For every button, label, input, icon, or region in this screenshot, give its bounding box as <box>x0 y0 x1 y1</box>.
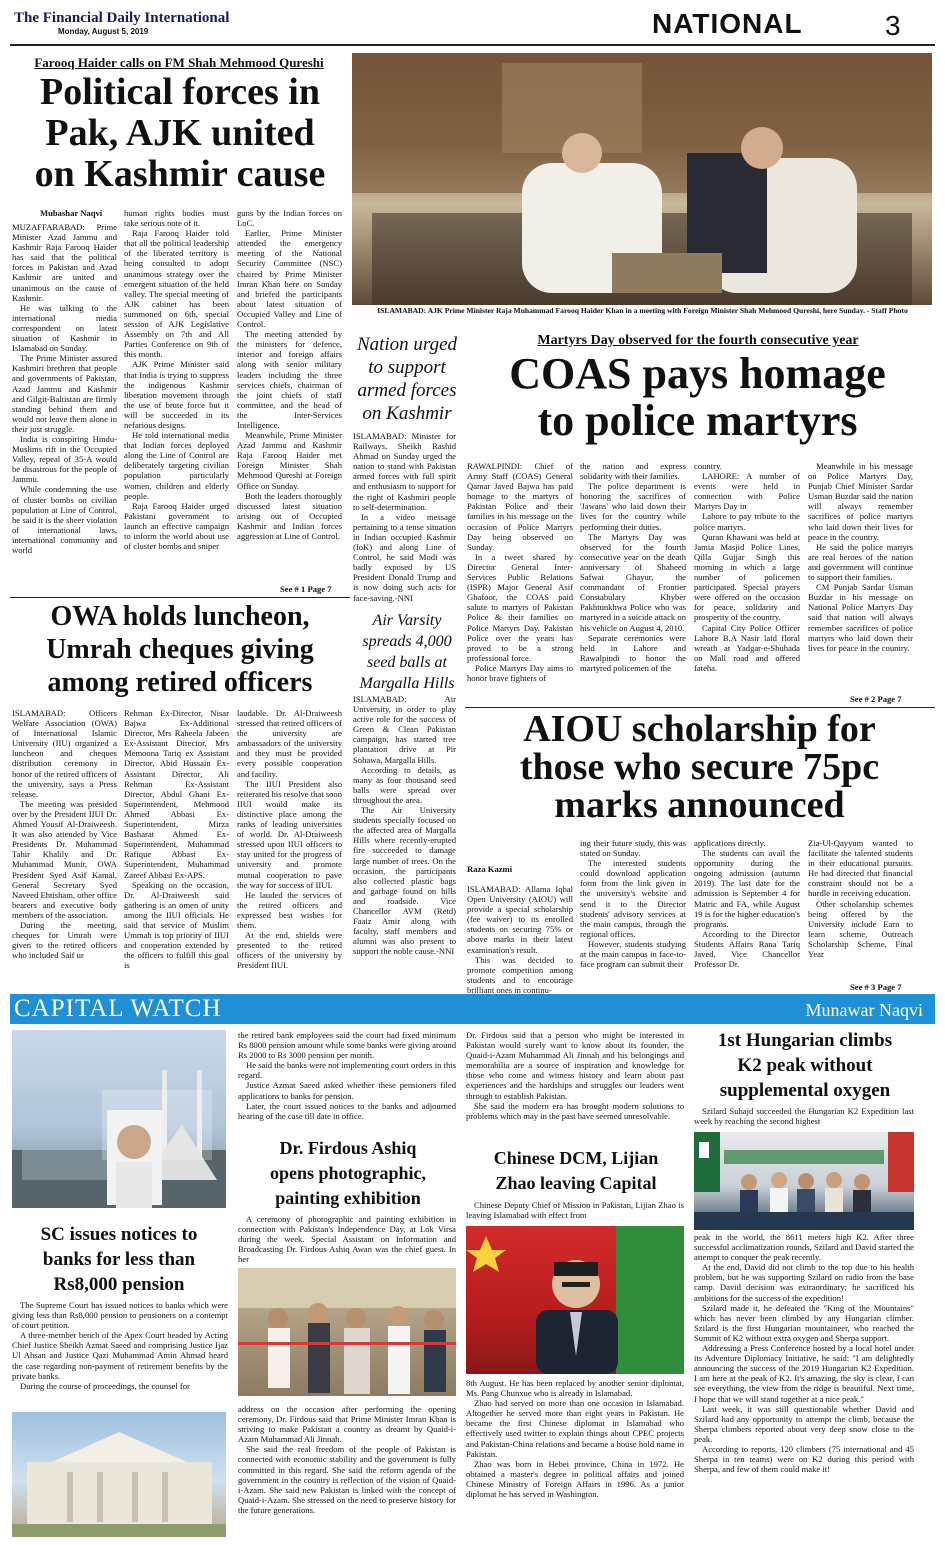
paragraph: The Supreme Court has issued notices to banks which were giving less than Rs8,000 pension to pensioners on a contempt of court petition. <box>12 1300 228 1331</box>
story7-headline-line: Rs8,000 pension <box>53 1274 185 1295</box>
paragraph: He said the banks were not implementing court orders in this regard. <box>238 1060 456 1081</box>
paragraph: He was talking to the international media correspondent on latest situation of Kashmir in Islamabad on Sunday. <box>12 302 117 354</box>
story6-headline-line: those who secure 75pc <box>519 746 880 788</box>
story8-body <box>238 1214 456 1266</box>
paragraph: According to reports, 120 climbers (75 international and 45 Sherpa in ten teams) were on K2 during this period with Sherpa, and few of them could make it! <box>694 1443 914 1475</box>
issue-date: Monday, August 5, 2019 <box>58 27 149 36</box>
mosque-photo-icon <box>12 1030 226 1208</box>
paragraph: RAWALPINDI: Chief of Army Staff (COAS) General Qamar Javed Bajwa has paid homage to the martyrs of Pakistan Police and their families in his message on the occasion of Police Martyrs Day being observed on Sunday. <box>467 461 573 552</box>
paragraph: guns by the Indian forces on LoC. <box>237 208 342 229</box>
paragraph: laudable. Dr. Al-Draiweesh stressed that retired officers of the university are ambassadors of the university and they must be provided every possible cooperation and facility. <box>237 708 342 779</box>
paragraph: 8th August. He has been replaced by another senior diplomat, Ms. Pang Chunxue who is already in Islamabad. <box>466 1378 684 1399</box>
capital-watch-author: Munawar Naqvi <box>805 1000 923 1020</box>
paragraph: Raja Farooq Haider told that all the political leadership of the liberated territory is being consulted to adopt unanimous strategy over the emergent situation of the held valley. The special meeting of AJK cabinet has been summoned on 6th, special session of AJK Legislative Assembly on 7th and All Parties Conference on 9th of this month. <box>124 228 229 360</box>
section-title: NATIONAL <box>652 8 803 39</box>
paper-name: The Financial Daily International <box>14 10 230 26</box>
story9-body-continued <box>466 1378 684 1538</box>
paragraph: Last week, it was still questionable whether David and Szilard had any opportunity to attempt the climb, because the Sherpa climbers reported about very deep snow close to the peak. <box>694 1403 914 1444</box>
paragraph: While condemning the use of cluster bombs on civilian population at Line of Control, he said it is the sheer violation of international laws, international community and world <box>12 484 117 555</box>
story2-headline-line: armed forces <box>357 380 457 401</box>
story3-col2 <box>580 461 686 706</box>
story3-kicker: Martyrs Day observed for the fourth consecutive year <box>537 333 859 348</box>
story6-col4 <box>808 838 913 984</box>
supreme-court-photo <box>12 1412 226 1537</box>
story3-col1 <box>467 461 573 706</box>
story4-col3 <box>237 708 342 990</box>
paragraph: Zhao was born in Hebei province, China in 1972. He obtained a master's degree in political affairs and joined Chinese Ministry of Foreign Affairs in 1996. As a junior diplomat he has served in Washington. <box>466 1458 684 1500</box>
story8-headline-line: opens photographic, <box>269 1163 427 1183</box>
story6-see-more[interactable]: See # 3 Page 7 <box>850 982 902 992</box>
paragraph: He said the police martyrs are real heroes of the nation and government will continue to support their families. <box>808 541 913 583</box>
mosque-photo <box>12 1030 226 1208</box>
paragraph: Capital City Police Officer Lahore B.A Nasir laid floral wreath at Yadgar-e-Shuhada on Mall road and offered fateha. <box>694 622 800 673</box>
story2-headline-line: Nation urged <box>356 334 458 355</box>
paragraph: A three-member bench of the Apex Court headed by Acting Chief Justice Sheikh Azmat Saeed and comprising Justice Ijaz Ul Ahsan and Justice Qazi Muhammad Amin Ahmad heard the case regarding non-payment of retirement benefits by the private banks. <box>12 1330 228 1381</box>
story6-headline <box>462 710 937 824</box>
paragraph: Later, the court issued notices to the banks and adjourned hearing of the case till date in office. <box>238 1100 456 1121</box>
paragraph: Szilard made it, he defeated the "King of the Mountains" which has never been climbed by any Hungarian climber. Szilard is the first Hungarian mountaineer, who reached the Summit of K2 without extra oxygen and Sherpa support. <box>694 1302 914 1343</box>
story4-col1 <box>12 708 117 990</box>
paragraph: ISLAMABAD: Minister for Railways, Sheikh Rashid Ahmad on Sunday urged the nation to stand with Pakistan armed forces with full spirit and enthusiasm to support for the right of Kashmiri people to self-determination. <box>353 431 456 512</box>
press-conference-photo-icon <box>694 1132 914 1230</box>
story7-headline-line: banks for less than <box>42 1249 196 1270</box>
paragraph: Szilard Suhajd succeeded the Hungarian K2 Expedition last week by reaching the second highest <box>694 1106 914 1127</box>
paragraph: The IIUI President also reiterated his resolve that soon IIUI would make its distinctive place among the ranks of leading universities of world. Dr. Al-Draiweesh stressed upon IIUI officers to stay united for the progress of university and promote mutual cooperation to pave the way for success of IIUI. <box>237 778 342 890</box>
paragraph: Lahore to pay tribute to the police martyrs. <box>694 511 800 532</box>
story1-col3 <box>237 208 342 582</box>
story2-headline <box>352 333 462 425</box>
paragraph: Separate ceremonies were held in Lahore and Rawalpindi to honor the martyred policemen of the <box>580 632 686 673</box>
paragraph: Justice Azmat Saeed asked whether these pensioners filed applications to banks for pension. <box>238 1080 456 1101</box>
story10-body <box>694 1106 914 1130</box>
paragraph: Zia-Ul-Qayyum wanted to facilitate the talented students in their educational pursuits. He had directed that financial constraint should not be a hurdle in receiving education. <box>808 838 913 899</box>
paragraph: India is conspiring Hindu-Muslims rift in the Occupied Valley, repeal of 35-A would be disastrous for the people of Jammu. <box>12 433 117 485</box>
paragraph: Dr. Firdous said that a person who might be interested in Pakistan would surely want to know about its founder, the Quaid-i-Azam Muhammad Ali Jinnah and his belongings and memorabilia are a source of inspiration and knowledge for those who come and witness history and learn about past experiences and the hardships and struggles our leaders went through to establish Pakistan. <box>466 1030 684 1101</box>
story1-kicker: Farooq Haider calls on FM Shah Mehmood Qureshi <box>34 55 324 70</box>
story6-headline-line: AIOU scholarship for <box>523 708 876 750</box>
story6-col3 <box>694 838 800 994</box>
paragraph: Chinese Deputy Chief of Mission in Pakistan, Lijian Zhao is leaving Islamabad with effect from <box>466 1200 684 1221</box>
paragraph: During the course of proceedings, the counsel for <box>20 1380 190 1391</box>
paragraph: human rights bodies must take serious note of it. <box>124 208 229 229</box>
paragraph: This was decided to promote competition among students and to encourage brilliant ones in continu- <box>467 954 573 994</box>
paragraph: ing their future study, this was stated on Sunday. <box>580 838 686 859</box>
capital-watch-title: CAPITAL WATCH <box>14 995 222 1022</box>
story5-headline-line: spreads 4,000 <box>362 633 452 650</box>
story2-body <box>353 431 456 609</box>
paragraph: CM Punjab Sardar Usman Buzdar in his message on National Police Martyrs Day said that nation will always remember sacrifices of police martyrs who laid down their lives for peace in the country. <box>808 582 913 653</box>
story5-headline <box>352 610 462 694</box>
page-number: 3 <box>885 10 901 41</box>
story1-headline-line: Pak, AJK united <box>45 112 315 155</box>
paragraph: Speaking on the occasion, Dr. Al-Draiweesh said gathering is an omen of unity among the IIUI officials. He said that service of Muslim Ummah is top priority of IIUI and cooperation extended by the officers to fulfill this goal is <box>124 879 229 971</box>
meeting-photo-caption: ISLAMABAD: AJK Prime Minister Raja Muhammad Farooq Haider Khan in a meeting with Foreign Minister Shah Mehmood Qureshi, here Sunday. - Staff Photo <box>377 306 908 315</box>
paragraph: The police department is honoring the sacrifices of 'Jawans' who laid down their lives for the country while performing their duties. <box>580 481 686 532</box>
story5-headline-line: seed balls at <box>367 654 447 671</box>
story1-headline <box>10 72 350 195</box>
paragraph: the retired bank employees said the court had fixed minimum Rs 8000 pension amount while some banks were giving around Rs 2000 to Rs 3000 pension per month. <box>238 1030 456 1061</box>
story7-headline <box>12 1222 226 1297</box>
paragraph: He told international media that Indian forces deployed along the Line of Control are deliberately targeting civilian population particularly women, children and elderly people. <box>124 430 229 501</box>
paragraph: At the end, David did not climb to the top due to his health problem, but he was supporting Szilard on radio from the base camp. David decision was extraordinary; he sacrificed his ambitions for the success of the expedition! <box>694 1262 914 1303</box>
story2-headline-line: on Kashmir <box>362 403 452 424</box>
story10-headline <box>694 1028 916 1103</box>
paragraph: Both the leaders thoroughly discussed latest situation arising out of Occupied Kashmir and Indian forces aggression at Line of Control. <box>237 490 342 541</box>
story4-headline-line: among retired officers <box>47 667 313 698</box>
story7-body <box>12 1300 228 1412</box>
story4-col2 <box>124 708 229 990</box>
paragraph: He lauded the services of the retired officers and expressed best wishes for them. <box>237 889 342 930</box>
paragraph: peak in the world, the 8611 meters high K2. After three successful acclimatization rounds, Szilard and David started the attempt to conquer the peak recently. <box>694 1232 914 1263</box>
paragraph: A ceremony of photographic and painting exhibition in connection with Pakistan's Independence Day, at Lok Virsa during the week. Special Assistant on Information and Broadcasting Dr. Firdous Ashiq Awan was the chief guest. In her <box>238 1214 456 1265</box>
paragraph: ISLAMABAD: Allama Iqbal Open University (AIOU) will provide a special scholarship (fee waiver) to its enrolled students on securing 75% or above marks in their latest examination's result. <box>467 884 573 955</box>
diplomat-photo <box>466 1226 684 1374</box>
meeting-photo-icon <box>352 53 932 305</box>
story4-headline-line: OWA holds luncheon, <box>50 601 310 632</box>
paragraph: Other scholarship schemes being offered by the University include Earn to learn scheme, Outreach Scholarship Scheme, Final Year <box>808 898 913 960</box>
story6-col2 <box>580 838 686 994</box>
paragraph: Quran Khawani was held at Jamia Masjid Police Lines, Qilla Gujjar Singh this morning in which a large number of policemen participated. Special prayers were offered on the occasion for peace, solidarity and prosperity of the country. <box>694 531 800 623</box>
story7-headline-line: SC issues notices to <box>40 1224 198 1245</box>
paragraph: However, students studying at the main campus in face-to-face program can submit their <box>580 938 686 970</box>
header-rule <box>10 44 935 46</box>
paragraph: The students can avail the opportunity during the ongoing admission (autumn 2019). The last date for the admission is September 4 for Matric and FA, while August 19 is for the higher education's programs. <box>694 848 800 929</box>
story6-headline-line: marks announced <box>554 784 845 826</box>
story3-headline-line: to police martyrs <box>537 396 858 445</box>
paragraph: She said the modern era has brought modern solutions to problems which may in the past have seemed unresolvable. <box>466 1100 684 1121</box>
exhibition-photo <box>238 1268 456 1396</box>
paragraph: At the end, shields were presented to the retired officers of the university by President IIUI. <box>237 930 342 971</box>
story10-body-continued <box>694 1232 914 1538</box>
paragraph: Addressing a Press Conference hosted by a local hotel under its Adventure Diplomacy Initiative, he said: "I am delightedly announcing the success of the 2019 Hungarian K2 Expedition. I am here at the peak of K2. It's amazing, the sky is clear, I can see everything, the view from the ridge is beautiful. Next time, I hope that we will stand together at a nice peak." <box>694 1343 914 1404</box>
story10-headline-line: supplemental oxygen <box>719 1080 891 1101</box>
paragraph: She said the real freedom of the people of Pakistan is connected with economic stability and the government is fully committed in this regard. She said the reform agenda of the government in the country is reflection of the vision of Quaid-i-Azam. She said new Pakistan is linked with the concept of Quaid-i-Azam. She stressed on the need to preserve history for the future generations. <box>238 1444 456 1515</box>
story1-headline-line: Political forces in <box>39 71 320 113</box>
paragraph: The Prime Minister assured Kashmiri brethren that people and governments of Pakistan, Azad Jammu and Kashmir and Gilgit-Baltistan are firmly standing behind them and would not leave them alone in their just struggle. <box>12 353 117 434</box>
paragraph: In a video message pertaining to a tense situation in Indian occupied Kashmir (IoK) and along Line of Control, he said Modi was badly exposed by US President Donald Trump and is now doing such acts for face-saving.-NNI <box>353 511 456 603</box>
paragraph: Earlier, Prime Minister attended the emergency meeting of the National Security Committee (NSC) chaired by Prime Minister Imran Khan here on Sunday and briefed the participants about latest situation of Occupied Valley and Line of Control. <box>237 228 342 330</box>
paragraph: MUZAFFARABAD: Prime Minister Azad Jammu and Kashmir Raja Farooq Haider has said that the political forces in Pakistan and Azad Kashmir are united and unanimous on the cause of Kashmir. <box>12 222 117 303</box>
story5-headline-line: Margalla Hills <box>359 675 455 692</box>
paragraph: Rehman Ex-Director, Nisar Bajwa Ex-Additional Director, Mrs Raheela Jabeen Ex-Assistant Director, Mrs Memoona Tariq ex Assistant Director, Abid Hussain Ex-Assistant Director, Ali Rehman Ex-Assistant Director, Abdul Ghani Ex-Superintendent, Mehmood Ahmed Abbasi Ex-Superintendent, Mirza Basharat Ahmed Ex-Superintendent, Muhammad Rafique Abbasi Ex-Superintendent, Muhammad Zareef Abbasi Ex-APS. <box>124 708 229 880</box>
paragraph: The interested students could download application form from the link given in the university's website and send it to the Director students' advisory services at the main campus, through the regional offices. <box>580 858 686 939</box>
paragraph: Meanwhile, Prime Minister Azad Jammu and Kashmir Raja Farooq Haider met Foreign Minister Shah Mehmood Qureshi at Foreign Office on Sunday. <box>237 430 342 491</box>
paragraph: The meeting was presided over by the President IIUI Dr. Ahmed Yousif Al-Draiweesh. It was also attended by Vice Presidents Dr. Muhammad Tahir Khalily and Dr. Muhammad Munir, OWA President Syed Asif Kamal, General Secretary Syed Naveed Ehtisham, other office bearers and executive body members of the association. <box>12 798 117 920</box>
story3-see-more[interactable]: See # 2 Page 7 <box>850 694 902 704</box>
story8-body-continued <box>238 1404 456 1538</box>
divider <box>10 597 350 598</box>
paragraph: The Martyrs Day was observed for the fourth consecutive year on the death anniversary of Shaheed Safwat Ghayur, the commandant of Frontier Constabulary Khyber Pakhtunkhwa Police who was martyred in a suicide attack on his vehicle on August 4, 2010. <box>580 531 686 633</box>
story8-headline <box>238 1136 458 1211</box>
story8-top <box>466 1030 684 1142</box>
paragraph: ISLAMABAD: Air University, in order to play active role for the success of Green & Clean Pakistan campaign, has started tree plantation drive at Pir Sohawa, Margalla Hills. <box>353 694 456 765</box>
story1-col2 <box>124 208 229 594</box>
paragraph: During the meeting, cheques for Umrah were given to the retired officers who included Saif ur <box>12 919 117 961</box>
paragraph: Meanwhile in his message on Police Martyrs Day, Punjab Chief Minister Sardar Usman Buzdar said the nation will always remember sacrifices of police martyrs who laid down their lives for peace in the country. <box>808 461 913 542</box>
story2-headline-line: to support <box>368 357 446 378</box>
story4-headline-line: Umrah cheques giving <box>46 634 314 665</box>
paragraph: the nation and express solidarity with their families. <box>580 461 686 482</box>
story10-headline-line: 1st Hungarian climbs <box>717 1030 893 1051</box>
paragraph: Police Martyrs Day aims to honor brave fighters of <box>467 662 573 683</box>
story3-col3 <box>694 461 800 706</box>
paragraph: applications directly. <box>694 838 766 848</box>
paragraph: ISLAMABAD: Officers Welfare Association (OWA) of International Islamic University (IIU) organized a luncheon and cheques distribution ceremony in honor of the retired officers of the university, says a Press release. <box>12 708 117 799</box>
story3-headline <box>465 350 930 444</box>
paragraph: Zhao had served on more than one occasion in Islamabad. Altogether he served more than eight years in Pakistan. He became the first Chinese diplomat in Islamabad who effectively used twitter to explain things about CPEC projects and Pakistan-China relations and became a house hold name in Pakistan. <box>466 1398 684 1459</box>
paragraph: According to the Director Students Affairs Rana Tariq Javed, Vice Chancellor Professor Dr. <box>694 928 800 970</box>
story5-headline-line: Air Varsity <box>372 612 442 629</box>
story9-body <box>466 1200 684 1224</box>
story10-headline-line: K2 peak without <box>737 1055 873 1076</box>
paragraph: The meeting attended by the ministers for defence, interior and foreign affairs along with senior military leaders including the three services chiefs, chairman of the joint chiefs of staff committee, and the head of the Inter-Services Intelligence. <box>237 329 342 430</box>
paragraph: country. <box>694 461 722 471</box>
masthead <box>14 10 344 36</box>
exhibition-photo-icon <box>238 1268 456 1396</box>
story5-body <box>353 694 456 994</box>
story1-col1 <box>12 222 117 594</box>
meeting-photo <box>352 53 932 305</box>
supreme-court-photo-icon <box>12 1412 226 1537</box>
story9-headline-line: Chinese DCM, Lijian <box>493 1148 659 1168</box>
story1-headline-line: on Kashmir cause <box>34 153 326 196</box>
story1-byline: Mubashar Naqvi <box>40 208 103 218</box>
story8-headline-line: Dr. Firdous Ashiq <box>279 1138 417 1158</box>
paragraph: address on the occasion after performing the opening ceremony, Dr. Firdous said that Prime Minister Imran Khan is striving to make Pakistan a country as dreamt by Quaid-i-Azam Muhammad Ali Jinnah. <box>238 1404 456 1445</box>
story7-continued <box>238 1030 456 1132</box>
capital-watch-band <box>10 994 935 1024</box>
story8-headline-line: painting exhibition <box>275 1188 421 1208</box>
story3-headline-line: COAS pays homage <box>509 349 886 398</box>
paragraph: The Air University students specially focused on the affected area of Margalla Hills where recently-erupted fire succeeded to damage large number of trees. On the occasion, the participants also collected plastic bags and garbage found on hills and roadside. Vice Chancellor AVM (Retd) Faaiz Amir along with faculty, staff members and alumni was also present to support the noble cause.-NNI <box>353 805 456 957</box>
paragraph: In a tweet shared by Director General Inter-Services Public Relations (ISPR) Major General Asif Ghafoor, the COAS paid salute to martyrs of Pakistan Police & their families on Police Martyrs Day. Pakistan Police over the years has proved to be a strong professional force. <box>467 551 573 663</box>
paragraph: Raja Farooq Haider urged Pakistani government to launch an effective campaign to inform the world about use of cluster bombs and sniper <box>124 500 229 552</box>
paragraph: AJK Prime Minister said that India is trying to suppress the indigenous Kashmir liberation movement through the use of brute force but it will be succeeded in its nefarious designs. <box>124 359 229 430</box>
story1-see-more[interactable]: See # 1 Page 7 <box>280 584 332 594</box>
paragraph: LAHORE: A number of events were held in connection with Police Martyrs Day in <box>694 471 800 512</box>
story6-col1 <box>467 884 573 994</box>
paragraph: According to details, as many as four thousand seed balls were spread over throughout the area. <box>353 764 456 805</box>
story9-headline <box>466 1146 686 1196</box>
story9-headline-line: Zhao leaving Capital <box>495 1173 657 1193</box>
story6-byline: Raza Kazmi <box>467 864 513 874</box>
story3-col4 <box>808 461 913 699</box>
story4-headline <box>10 600 350 699</box>
diplomat-photo-icon <box>466 1226 684 1374</box>
press-conference-photo <box>694 1132 914 1230</box>
